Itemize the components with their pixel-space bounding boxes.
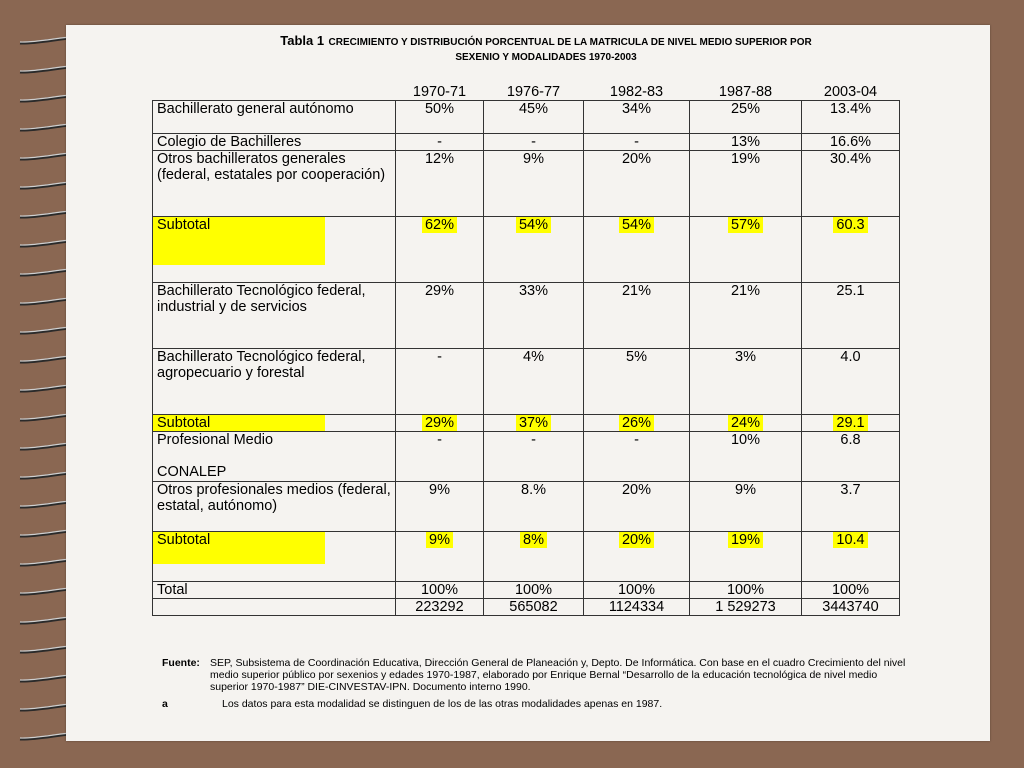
table-row: [153, 151, 900, 217]
cell-value: 20%: [621, 482, 652, 498]
table-cell: [802, 482, 900, 532]
cell-value: 16.6%: [829, 134, 872, 150]
cell-value: 9%: [429, 482, 450, 498]
table-cell: [584, 151, 690, 217]
table-cell: [396, 283, 484, 349]
table-cell: [584, 582, 690, 599]
row-label: [153, 415, 396, 432]
table-cell: [396, 482, 484, 532]
cell-value: 565082: [509, 599, 558, 615]
cell-value: 34%: [621, 101, 652, 117]
cell-value: 25.1: [836, 283, 865, 299]
cell-value: -: [634, 432, 639, 448]
row-label: [153, 134, 396, 151]
subtotal-label: Subtotal: [153, 415, 325, 431]
table-cell: [584, 532, 690, 582]
cell-value: 19%: [728, 532, 763, 548]
table-cell: [396, 134, 484, 151]
table-cell: [690, 532, 802, 582]
row-label: [153, 101, 396, 134]
table-cell: [584, 599, 690, 616]
row-label: [153, 482, 396, 532]
table-row: [153, 134, 900, 151]
label-text-secondary: CONALEP: [157, 464, 227, 480]
label-text: Otros bachilleratos generales (federal, estatales por cooperación): [157, 151, 386, 183]
table-cell: [584, 283, 690, 349]
column-header: 1976-77: [506, 84, 561, 100]
table-cell: [484, 349, 584, 415]
cell-value: 33%: [518, 283, 549, 299]
source-note: [162, 657, 962, 693]
label-text: Otros profesionales medios (federal, estatal, autónomo): [157, 482, 391, 514]
table-cell: [690, 432, 802, 482]
table-cell: [584, 349, 690, 415]
cell-value: 5%: [626, 349, 647, 365]
table-cell: [584, 482, 690, 532]
notebook-page: [66, 25, 990, 741]
cell-value: -: [531, 432, 536, 448]
subtotal-label: Subtotal: [153, 217, 325, 265]
table-cell: [802, 283, 900, 349]
cell-value: 4.0: [840, 349, 861, 365]
cell-value: 30.4%: [829, 151, 872, 167]
cell-value: -: [634, 134, 639, 150]
table-cell: [584, 415, 690, 432]
table-cell: [484, 582, 584, 599]
header-row: [153, 80, 900, 101]
cell-value: 1124334: [608, 599, 665, 615]
table-cell: [396, 532, 484, 582]
table-cell: [802, 582, 900, 599]
table-row: [153, 482, 900, 532]
table-cell: [484, 134, 584, 151]
table-cell: [690, 283, 802, 349]
row-label: [153, 599, 396, 616]
table-cell: [802, 101, 900, 134]
table-cell: [484, 482, 584, 532]
cell-value: 4%: [523, 349, 544, 365]
cell-value: 57%: [728, 217, 763, 233]
cell-value: -: [531, 134, 536, 150]
table-title: [166, 34, 926, 64]
cell-value: 20%: [619, 532, 654, 548]
table-cell: [690, 217, 802, 283]
cell-value: 54%: [516, 217, 551, 233]
row-label: [153, 349, 396, 415]
cell-value: 29%: [422, 415, 457, 431]
a-note: [162, 698, 962, 710]
table-row: [153, 599, 900, 616]
table-cell: [802, 151, 900, 217]
cell-value: 8%: [520, 532, 547, 548]
cell-value: -: [437, 134, 442, 150]
row-label: [153, 151, 396, 217]
cell-value: 3%: [735, 349, 756, 365]
source-text: SEP, Subsistema de Coordinación Educativa, Dirección General de Planeación y, Depto. De Informática. Con base en el cuadro Crecimiento del nivel medio superior público por sexenios y edades 1970-1987, elaborado por Enrique Bernal “Desarrollo de la educación tecnológica de nivel medio superior 1970-1987” DIE-CINVESTAV-IPN. Documento interno 1990.: [210, 657, 906, 693]
cell-value: 100%: [726, 582, 765, 598]
table-row: [153, 432, 900, 482]
label-text: Profesional Medio: [157, 432, 274, 448]
table-cell: [484, 101, 584, 134]
a-label: a: [162, 698, 168, 710]
cell-value: 9%: [735, 482, 756, 498]
table-cell: [484, 217, 584, 283]
cell-value: 3443740: [822, 599, 879, 615]
cell-value: 8.%: [521, 482, 546, 498]
table-cell: [396, 432, 484, 482]
cell-value: 100%: [420, 582, 459, 598]
table-cell: [396, 599, 484, 616]
table-cell: [584, 217, 690, 283]
table-row: [153, 582, 900, 599]
row-label: [153, 532, 396, 582]
cell-value: 24%: [728, 415, 763, 431]
cell-value: 62%: [422, 217, 457, 233]
table-cell: [396, 582, 484, 599]
title-prefix: Tabla 1: [280, 33, 325, 48]
table-cell: [396, 217, 484, 283]
table-cell: [484, 151, 584, 217]
table-cell: [802, 599, 900, 616]
cell-value: 29%: [424, 283, 455, 299]
table-cell: [484, 432, 584, 482]
row-label: [153, 283, 396, 349]
cell-value: 26%: [619, 415, 654, 431]
subtotal-row: [153, 217, 900, 283]
cell-value: 6.8: [840, 432, 861, 448]
table-cell: [802, 432, 900, 482]
table-row: [153, 349, 900, 415]
cell-value: 9%: [426, 532, 453, 548]
table-cell: [802, 134, 900, 151]
column-header: 1982-83: [609, 84, 664, 100]
cell-value: 25%: [730, 101, 761, 117]
cell-value: 12%: [424, 151, 455, 167]
cell-value: 13%: [730, 134, 761, 150]
cell-value: 100%: [514, 582, 553, 598]
cell-value: 29.1: [833, 415, 867, 431]
cell-value: 37%: [516, 415, 551, 431]
table-cell: [802, 415, 900, 432]
table-cell: [690, 415, 802, 432]
table-cell: [690, 482, 802, 532]
row-label: [153, 582, 396, 599]
table-cell: [396, 415, 484, 432]
label-text: Bachillerato Tecnológico federal, agropecuario y forestal: [157, 349, 366, 381]
table-cell: [584, 101, 690, 134]
table-cell: [690, 134, 802, 151]
column-header: 1970-71: [412, 84, 467, 100]
cell-value: 223292: [415, 599, 464, 615]
a-text: Los datos para esta modalidad se distinguen de los de las otras modalidades apenas en 1987.: [222, 698, 663, 710]
table-cell: [396, 349, 484, 415]
table-cell: [802, 532, 900, 582]
subtotal-row: [153, 532, 900, 582]
table-cell: [690, 151, 802, 217]
label-text: Total: [157, 582, 188, 598]
source-label: Fuente:: [162, 657, 200, 669]
cell-value: 10.4: [833, 532, 867, 548]
cell-value: 50%: [424, 101, 455, 117]
table-cell: [484, 415, 584, 432]
subtotal-row: [153, 415, 900, 432]
cell-value: 100%: [617, 582, 656, 598]
table-row: [153, 101, 900, 134]
table-cell: [802, 349, 900, 415]
table-cell: [484, 599, 584, 616]
cell-value: 45%: [518, 101, 549, 117]
enrollment-table: [152, 80, 900, 616]
table-cell: [584, 134, 690, 151]
column-header: 1987-88: [718, 84, 773, 100]
title-line2: SEXENIO Y MODALIDADES 1970-2003: [455, 52, 637, 63]
cell-value: -: [437, 432, 442, 448]
cell-value: 13.4%: [829, 101, 872, 117]
subtotal-label: Subtotal: [153, 532, 325, 564]
cell-value: 54%: [619, 217, 654, 233]
cell-value: -: [437, 349, 442, 365]
table-cell: [396, 151, 484, 217]
title-line1: CRECIMIENTO Y DISTRIBUCIÓN PORCENTUAL DE LA MATRICULA DE NIVEL MEDIO SUPERIOR POR: [328, 37, 812, 48]
table-cell: [802, 217, 900, 283]
table-cell: [690, 599, 802, 616]
footnotes: [162, 657, 962, 710]
cell-value: 3.7: [840, 482, 861, 498]
table-cell: [690, 582, 802, 599]
cell-value: 10%: [730, 432, 761, 448]
label-text: Bachillerato Tecnológico federal, industrial y de servicios: [157, 283, 366, 315]
cell-value: 9%: [523, 151, 544, 167]
row-label: [153, 432, 396, 482]
table-cell: [690, 349, 802, 415]
cell-value: 19%: [730, 151, 761, 167]
cell-value: 20%: [621, 151, 652, 167]
table-cell: [484, 532, 584, 582]
label-text: Bachillerato general autónomo: [157, 101, 354, 117]
table-cell: [396, 101, 484, 134]
cell-value: 100%: [831, 582, 870, 598]
row-label: [153, 217, 396, 283]
table-cell: [484, 283, 584, 349]
cell-value: 21%: [621, 283, 652, 299]
label-text: Colegio de Bachilleres: [157, 134, 302, 150]
cell-value: 60.3: [833, 217, 867, 233]
header-blank: [153, 80, 396, 101]
column-header: 2003-04: [823, 84, 878, 100]
cell-value: 1 529273: [715, 599, 776, 615]
table-row: [153, 283, 900, 349]
table-cell: [584, 432, 690, 482]
cell-value: 21%: [730, 283, 761, 299]
table-cell: [690, 101, 802, 134]
